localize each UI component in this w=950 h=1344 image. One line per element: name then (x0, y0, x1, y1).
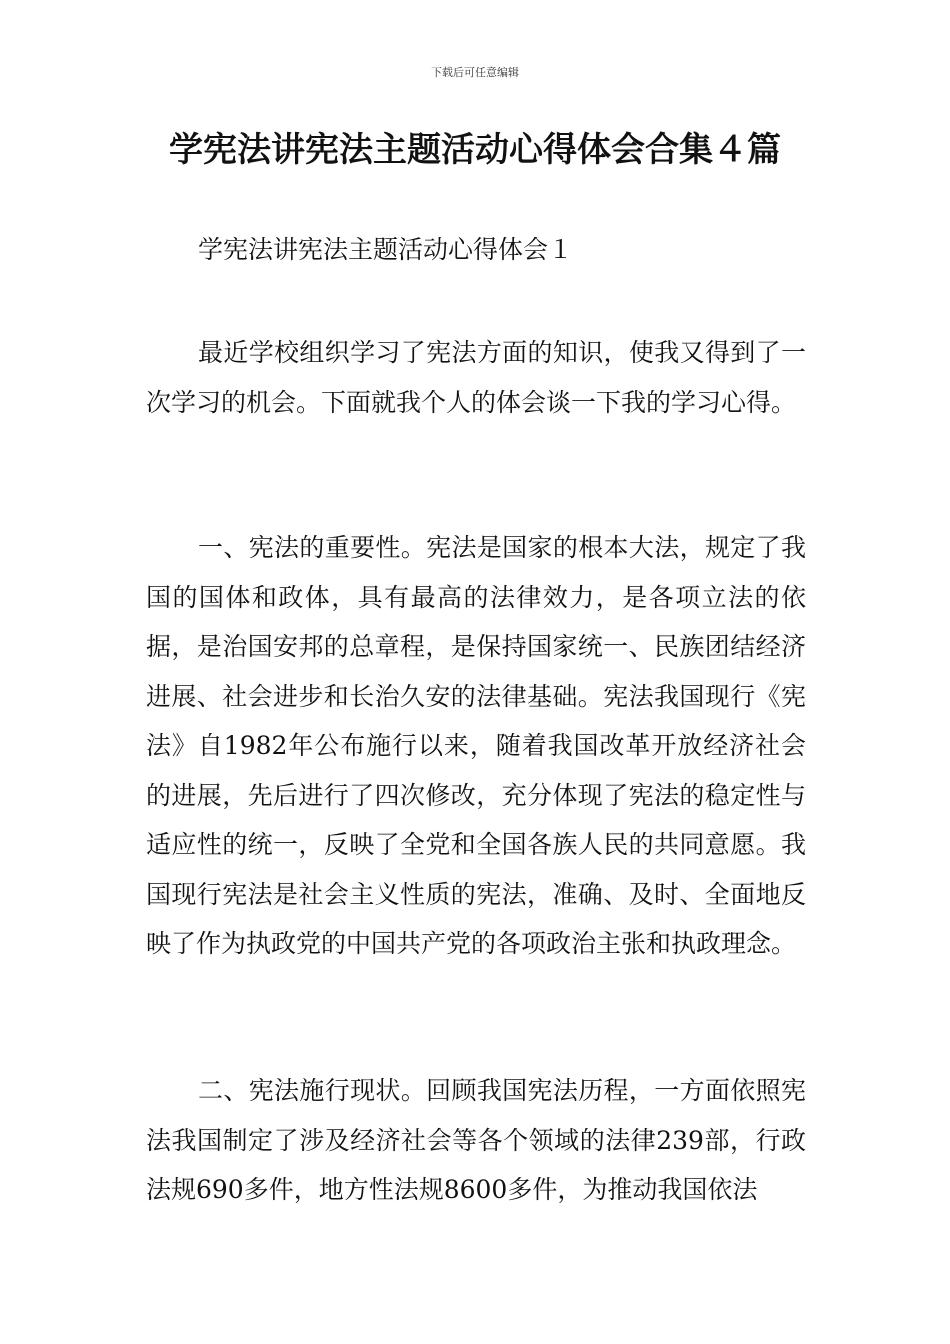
section-title: 学宪法讲宪法主题活动心得体会１ (198, 235, 574, 264)
paragraph-importance: 一、宪法的重要性。宪法是国家的根本大法，规定了我国的国体和政体，具有最高的法律效力，是各项立法的依据，是治国安邦的总章程，是保持国家统一、民族团结经济进展、社会进步和长治久安的法律基础。宪法我国现行《宪法》自1982年公布施行以来，随着我国改革开放经济社会的进展，先后进行了四次修改，充分体现了宪法的稳定性与适应性的统一，反映了全党和全国各族人民的共同意愿。我国现行宪法是社会主义性质的宪法，准确、及时、全面地反映了作为执政党的中国共产党的各项政治主张和执政理念。 (146, 533, 806, 958)
header-note: 下载后可任意编辑 (431, 66, 519, 79)
document-title: 学宪法讲宪法主题活动心得体会合集４篇 (169, 130, 781, 170)
paragraph-status: 二、宪法施行现状。回顾我国宪法历程，一方面依照宪法我国制定了涉及经济社会等各个领域的法律239部，行政法规690多件，地方性法规8600多件，为推动我国依法 (146, 1076, 806, 1204)
paragraph-intro: 最近学校组织学习了宪法方面的知识，使我又得到了一次学习的机会。下面就我个人的体会谈一下我的学习心得。 (146, 338, 806, 417)
